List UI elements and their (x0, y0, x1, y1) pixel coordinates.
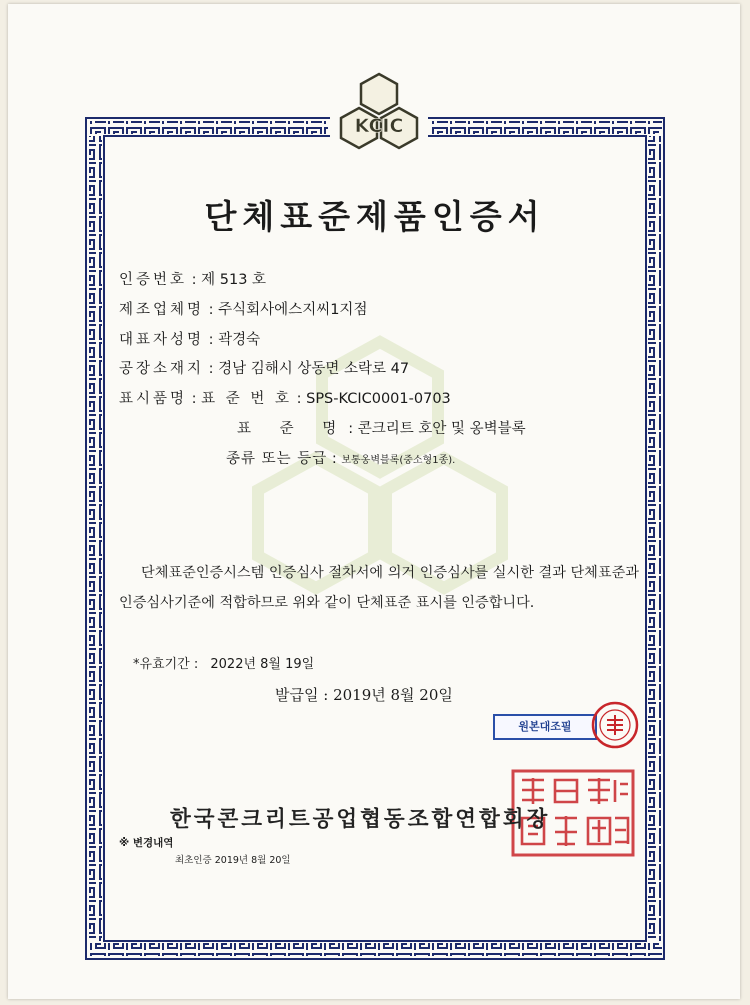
round-seal-icon (590, 700, 640, 750)
validity-value: 2022년 8월 19일 (210, 657, 315, 672)
cert-number-row: 인증번호 : 제 513 호 (119, 272, 267, 288)
logo-text: KCIC (354, 115, 404, 137)
factory-label: 공장소재지 (119, 361, 205, 377)
changes-title: ※ 변경내역 (119, 837, 174, 849)
product-label: 표시품명 (119, 391, 188, 407)
standard-number-label: 표 준 번 호 (201, 391, 292, 407)
kcic-logo-icon (333, 70, 425, 162)
issue-date-value: 2019년 8월 20일 (333, 686, 453, 704)
representative-value: 곽경숙 (218, 332, 261, 348)
issuer-name: 한국콘크리트공업협동조합연합회장 (170, 807, 551, 832)
standard-name-value: 콘크리트 호안 및 옹벽블록 (357, 421, 526, 437)
factory-row: 공장소재지 : 경남 김해시 상동면 소락로 47 (119, 361, 410, 377)
company-label: 제조업체명 (119, 302, 205, 318)
grade-label: 종류 또는 등급 (226, 451, 328, 467)
factory-value: 경남 김해시 상동면 소락로 47 (218, 361, 410, 377)
company-value: 주식회사에스지씨1지점 (218, 302, 368, 318)
standard-number-value: SPS-KCIC0001-0703 (306, 391, 451, 407)
grade-row: 종류 또는 등급 : 보통옹벽블록(중소형1종). (226, 451, 456, 467)
original-verified-stamp: 원본대조필 (493, 714, 597, 740)
changes-item: 최초인증 2019년 8월 20일 (175, 855, 291, 866)
product-row: 표시품명 : 표 준 번 호 : SPS-KCIC0001-0703 (119, 391, 451, 407)
cert-number-label: 인증번호 (119, 272, 188, 288)
issue-date-row (275, 684, 453, 705)
cert-number-value: 제 513 호 (201, 272, 267, 288)
validity-label: *유효기간 : (133, 657, 199, 672)
company-row: 제조업체명 : 주식회사에스지씨1지점 (119, 302, 368, 318)
representative-row: 대표자성명 : 곽경숙 (119, 332, 261, 348)
validity-row (133, 653, 314, 672)
certification-statement: 단체표준인증시스템 인증심사 절차서에 의거 인증심사를 실시한 결과 단체표준과 인증심사기준에 적합하므로 위와 같이 단체표준 표시를 인증합니다. (119, 565, 639, 611)
certificate-title: 단체표준제품인증서 (204, 197, 546, 236)
grade-value: 보통옹벽블록(중소형1종). (341, 455, 456, 466)
standard-name-row: 표 준 명: 콘크리트 호안 및 옹벽블록 (237, 421, 526, 437)
representative-label: 대표자성명 (119, 332, 205, 348)
standard-name-label: 표 준 명 (237, 421, 349, 437)
issue-date-label: 발급일 : (275, 686, 329, 704)
